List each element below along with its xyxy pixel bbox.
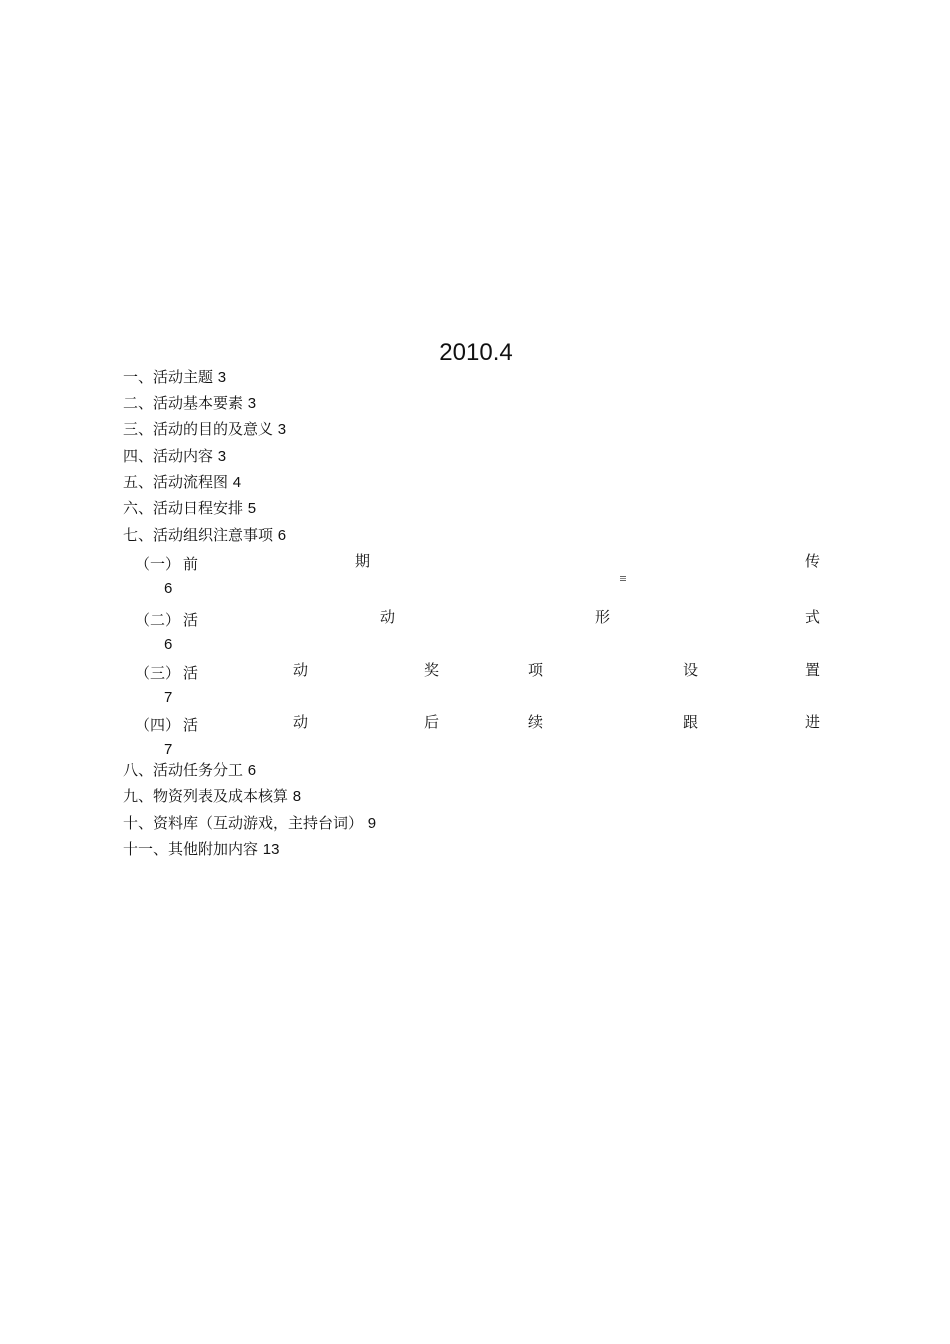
toc-item-label: 三、活动的目的及意义 — [123, 420, 274, 438]
toc-subitem-char: 传 — [805, 552, 821, 570]
toc-item — [123, 785, 301, 808]
toc-item — [123, 759, 256, 782]
toc-item-label: 四、活动内容 — [123, 447, 214, 465]
toc-subitem-char: 动 — [293, 661, 309, 679]
toc-item-label: 七、活动组织注意事项 — [123, 526, 274, 544]
toc-item — [123, 471, 241, 494]
toc-item-label: 二、活动基本要素 — [123, 394, 244, 412]
toc-item — [123, 838, 279, 861]
toc-item-label: 五、活动流程图 — [123, 473, 229, 491]
toc-item — [123, 524, 286, 547]
toc-item-page: 6 — [247, 762, 257, 779]
toc-subitem-char: 后 — [424, 713, 440, 731]
toc-subitem-char: 动 — [380, 608, 396, 626]
toc-item-label: 八、活动任务分工 — [123, 761, 244, 779]
toc-subitem-char: 式 — [805, 608, 821, 626]
toc-item — [123, 812, 376, 835]
toc-subitem-page: 7 — [164, 689, 173, 706]
toc-item — [123, 445, 226, 468]
toc-subitem-page: 6 — [164, 636, 173, 653]
toc-subitem-number: （一） — [135, 555, 181, 573]
toc-subitem-number: （三） — [135, 664, 181, 682]
toc-item-page: 13 — [262, 841, 280, 858]
toc-item-page: 3 — [217, 369, 227, 386]
toc-subitem-char: 期 — [355, 552, 371, 570]
toc-item-page: 8 — [292, 788, 302, 805]
toc-subitem-char: 续 — [528, 713, 544, 731]
toc-item-label: 六、活动日程安排 — [123, 499, 244, 517]
toc-item-label: 十、资料库（互动游戏，主持台词） — [123, 814, 364, 832]
toc-subitem-char: 置 — [805, 661, 821, 679]
toc-subitem-char: 活 — [183, 716, 199, 734]
divider-mark — [620, 576, 626, 581]
toc-subitem-char: 动 — [293, 713, 309, 731]
toc-item — [123, 392, 256, 415]
toc-subitem-number: （二） — [135, 611, 181, 629]
toc-subitem-char: 项 — [528, 661, 544, 679]
toc-subitem — [123, 553, 823, 603]
toc-subitem — [123, 714, 823, 764]
toc-item — [123, 366, 226, 389]
toc-subitem-char: 设 — [683, 661, 699, 679]
toc-item-page: 5 — [247, 500, 257, 517]
toc-item-page: 3 — [247, 395, 257, 412]
toc-subitem-page: 7 — [164, 741, 173, 758]
toc-subitem — [123, 609, 823, 659]
toc-item-page: 6 — [277, 527, 287, 544]
toc-item-label: 一、活动主题 — [123, 368, 214, 386]
toc-item-page: 4 — [232, 474, 242, 491]
toc-subitem-char: 跟 — [683, 713, 699, 731]
toc-subitem-char: 奖 — [424, 661, 440, 679]
toc-item-label: 十一、其他附加内容 — [123, 840, 259, 858]
toc-subitem-char: 进 — [805, 713, 821, 731]
toc-item-page: 3 — [277, 421, 287, 438]
date-title: 2010.4 — [439, 339, 513, 366]
toc-item-page: 3 — [217, 448, 227, 465]
toc-subitem-char: 活 — [183, 611, 199, 629]
toc-item — [123, 497, 256, 520]
toc-item — [123, 418, 286, 441]
toc-subitem-char: 前 — [183, 555, 199, 573]
toc-subitem-page: 6 — [164, 580, 173, 597]
toc-item-label: 九、物资列表及成本核算 — [123, 787, 289, 805]
toc-subitem-number: （四） — [135, 716, 181, 734]
toc-subitem-char: 活 — [183, 664, 199, 682]
toc-subitem-char: 形 — [595, 608, 611, 626]
toc-subitem — [123, 662, 823, 712]
toc-item-page: 9 — [367, 815, 377, 832]
